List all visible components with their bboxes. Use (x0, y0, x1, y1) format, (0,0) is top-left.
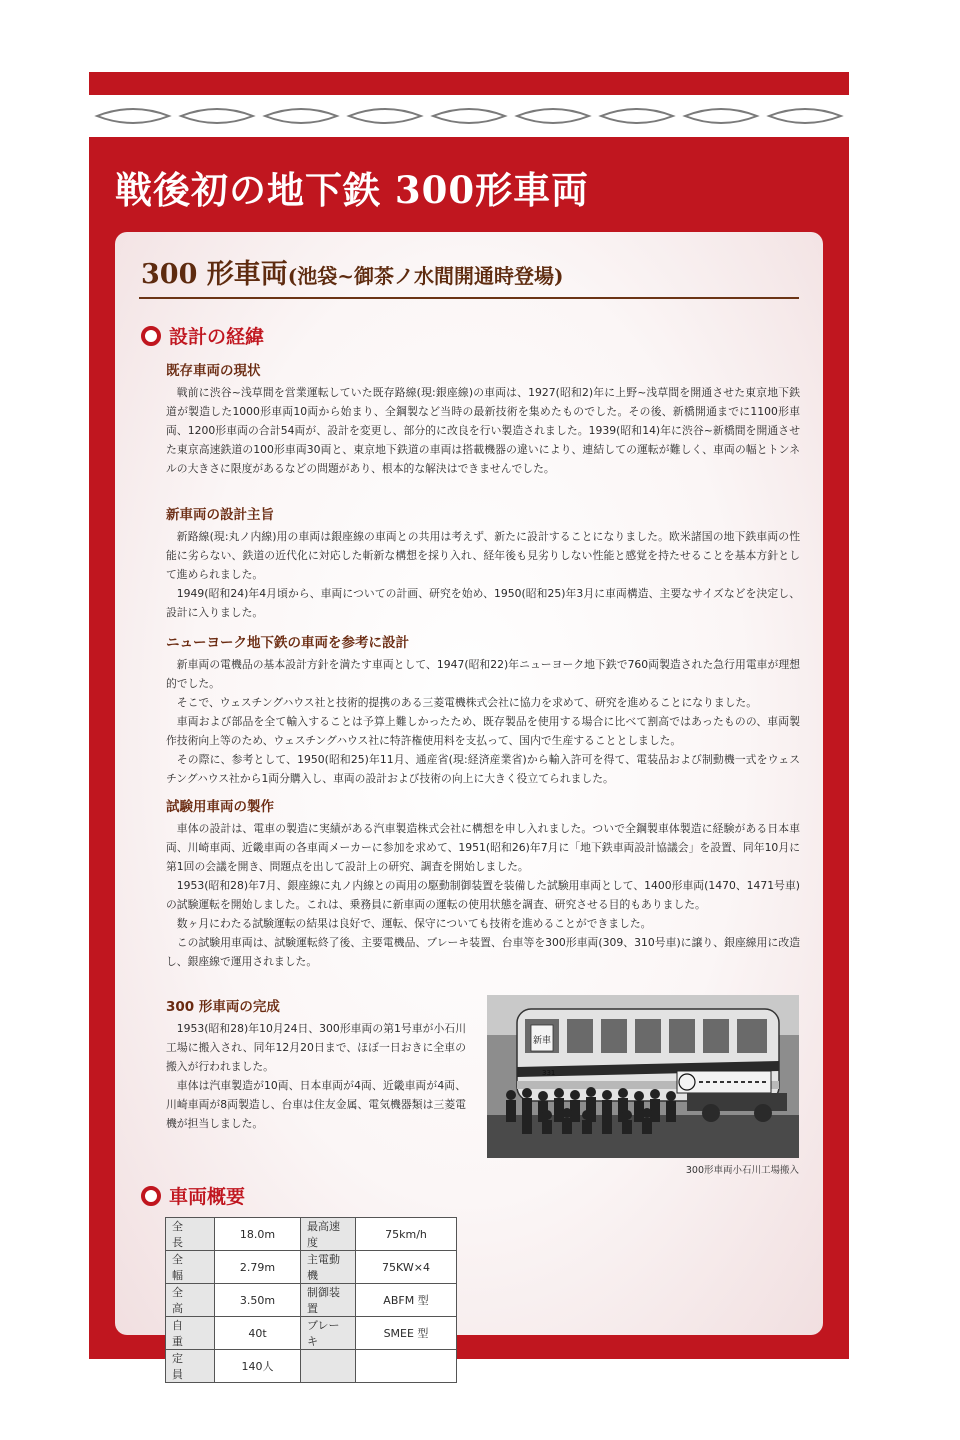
spec-key: 制御装置 (301, 1284, 356, 1317)
topic-title: 試験用車両の製作 (166, 799, 274, 815)
topic-paragraph: そこで、ウェスチングハウス社と技術的提携のある三菱電機株式会社に協力を求めて、研究を進めることになりました。 (176, 696, 758, 709)
spec-key (301, 1350, 356, 1383)
table-row (166, 1284, 457, 1317)
topic-block (166, 359, 800, 478)
topic-paragraph: 新路線(現:丸ノ内線)用の車両は銀座線の車両との共用は考えず、新たに設計することになりました。欧米諸国の地下鉄車両の性能に劣らない、鉄道の近代化に対応した斬新な構想を採り入れ、経年後も見劣りしない性能と感覚を持たせることを基本方針として進められました。 (166, 530, 800, 581)
spec-value: 3.50m (215, 1284, 301, 1317)
topic-paragraph: 車体は汽車製造が10両、日本車両が4両、近畿車両が4両、川崎車両が8両製造し、台車は住友金属、電気機器類は三菱電機が担当しました。 (166, 1079, 466, 1130)
section-heading (141, 1182, 245, 1209)
topic-paragraph: 1953(昭和28)年10月24日、300形車両の第1号車が小石川工場に搬入され、同年12月20日まで、ほぼ一日おきに全車の搬入が行われました。 (166, 1022, 466, 1073)
spec-key: 最高速度 (301, 1218, 356, 1251)
table-row (166, 1317, 457, 1350)
spec-key: 主電動機 (301, 1251, 356, 1284)
section-heading-label: 車両概要 (169, 1186, 246, 1208)
topic-paragraph: 車体の設計は、電車の製造に実績がある汽車製造株式会社に構想を申し入れました。ついで全鋼製車体製造に経験がある日本車両、川崎車両、近畿車両の各車両メーカーに参加を求めて、1951(昭和26)年7月に「地下鉄車両設計協議会」を設置、同年10月に第1回の会議を開き、問題点を出して設計上の研究、調査を開始しました。 (166, 822, 800, 873)
topic-paragraph: 数ヶ月にわたる試験運転の結果は良好で、運転、保守についても技術を進めることができました。 (176, 917, 652, 930)
ring-bullet-icon (141, 326, 161, 346)
topic-paragraph: 1949(昭和24)年4月頃から、車両についての計画、研究を始め、1950(昭和25)年3月に車両構造、主要なサイズなどを決定し、設計に入りました。 (166, 587, 800, 619)
spec-value: 75km/h (356, 1218, 457, 1251)
spec-table (165, 1217, 457, 1383)
topic-title: 新車両の設計主旨 (166, 507, 274, 523)
poster-panel (89, 72, 849, 1381)
topic-block (166, 631, 800, 788)
decorative-band (89, 95, 849, 137)
card-title-paren: (池袋~御茶ノ水間開通時登場) (287, 264, 564, 288)
wave-pattern-icon (89, 95, 849, 137)
spec-value: 18.0m (215, 1218, 301, 1251)
topic-paragraph: 1953(昭和28)年7月、銀座線に丸ノ内線との両用の駆動制御装置を装備した試験用車両として、1400形車両(1470、1471号車)の試験運転を開始しました。これは、乗務員に新車両の運転の使用状態を調査、研究させる目的もありました。 (166, 879, 800, 911)
page-title: 戦後初の地下鉄 300形車両 (115, 168, 590, 212)
card-title-main: 300 形車両 (141, 259, 288, 290)
section-heading (141, 322, 264, 349)
topic-paragraph: 車両および部品を全て輸入することは予算上難しかったため、既存製品を使用する場合に比べて割高ではあったものの、車両製作技術向上等のため、ウェスチングハウス社に特許権使用料を支払って、国内で生産することとしました。 (166, 715, 800, 747)
photo-figure (487, 995, 799, 1176)
table-row (166, 1218, 457, 1251)
topic-paragraph: その際に、参考として、1950(昭和25)年11月、通産省(現:経済産業省)から輸入許可を得て、電装品および制動機一式をウェスチングハウス社から1両分購入し、車両の設計および技術の向上に大きく役立てられました。 (166, 753, 800, 785)
spec-value: 75KW×4 (356, 1251, 457, 1284)
topic-title: 300 形車両の完成 (166, 999, 280, 1015)
spec-key: 定員 (166, 1350, 215, 1383)
content-card (115, 232, 823, 1381)
topic-title: 既存車両の現状 (166, 363, 261, 379)
spec-value: SMEE 型 (356, 1317, 457, 1350)
spec-value: 140人 (215, 1350, 301, 1383)
topic-block (166, 503, 800, 622)
spec-value: 2.79m (215, 1251, 301, 1284)
title-divider (139, 297, 799, 299)
spec-key: 自重 (166, 1317, 215, 1350)
spec-key: ブレーキ (301, 1317, 356, 1350)
topic-title: ニューヨーク地下鉄の車両を参考に設計 (166, 635, 409, 651)
topic-block (166, 995, 466, 1133)
spec-value: ABFM 型 (356, 1284, 457, 1317)
topic-paragraph: この試験用車両は、試験運転終了後、主要電機品、ブレーキ装置、台車等を300形車両(309、310号車)に譲り、銀座線用に改造し、銀座線で運用されました。 (166, 936, 800, 968)
card-title (141, 252, 563, 291)
topic-paragraph: 戦前に渋谷~浅草間を営業運転していた既存路線(現:銀座線)の車両は、1927(昭和2)年に上野~浅草間を開通させた東京地下鉄道が製造した1000形車両10両から始まり、全鋼製など当時の最新技術を集めたものでした。その後、新橋開通までに1100形車両、1200形車両の合計54両が、設計を変更し、部分的に改良を行い製造されました。1939(昭和14)年に渋谷~新橋間を開通させた東京高速鉄道の100形車両30両と、東京地下鉄道の車両は搭載機器の違いにより、連結しての運転が難しく、車両の幅とトンネルの大きさに限度があるなどの問題があり、根本的な解決はできませんでした。 (166, 386, 800, 475)
photo-caption: 300形車両小石川工場搬入 (685, 1165, 799, 1176)
car-number-text: 331 (542, 1069, 556, 1077)
spec-value: 40t (215, 1317, 301, 1350)
train-photo (487, 995, 799, 1158)
spec-key: 全高 (166, 1284, 215, 1317)
ring-bullet-icon (141, 1186, 161, 1206)
spec-value (356, 1350, 457, 1383)
topic-paragraph: 新車両の電機品の基本設計方針を満たす車両として、1947(昭和22)年ニューヨーク地下鉄で760両製造された急行用電車が理想的でした。 (166, 658, 800, 690)
spec-key: 全幅 (166, 1251, 215, 1284)
car-sign-text: 新車 (532, 1036, 552, 1046)
table-row (166, 1251, 457, 1284)
spec-key: 全長 (166, 1218, 215, 1251)
table-row (166, 1350, 457, 1383)
topic-block (166, 795, 800, 971)
section-heading-label: 設計の経緯 (169, 326, 265, 348)
